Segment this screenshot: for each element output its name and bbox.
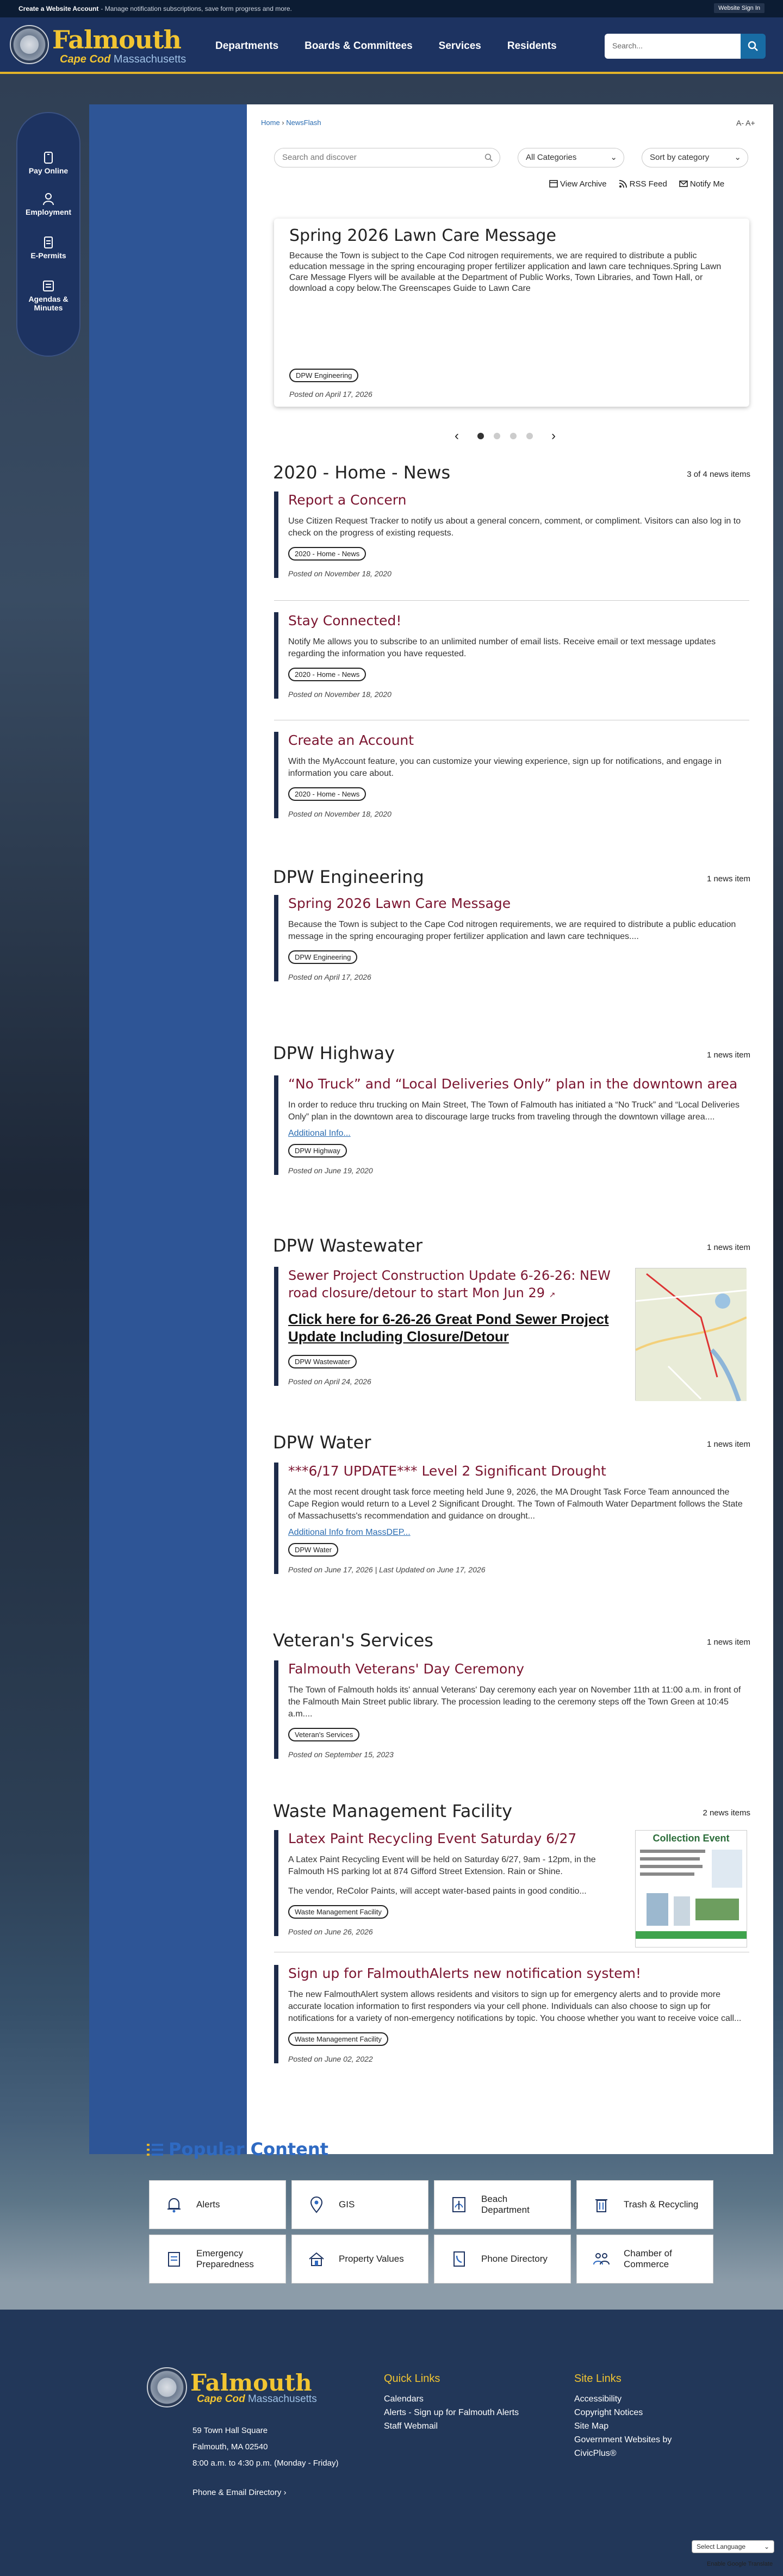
footer-logo-subtitle: Cape Cod Massachusetts (197, 2393, 317, 2405)
beach-icon (450, 2195, 468, 2214)
news-item-posted: Posted on November 18, 2020 (288, 690, 391, 699)
collection-event-flyer-thumbnail[interactable] (635, 1830, 747, 1947)
carousel-next-icon[interactable]: › (551, 428, 556, 443)
section-title: 2020 - Home - News (273, 462, 451, 483)
footer-link-accessibility[interactable]: Accessibility (574, 2394, 622, 2404)
news-item-title[interactable]: Report a Concern (288, 492, 407, 508)
account-banner-message: - Manage notification subscriptions, save form progress and more. (101, 5, 292, 13)
google-translate-link[interactable]: Enable Google Translate (707, 2561, 773, 2567)
section-count: 1 news item (706, 1638, 750, 1647)
popular-content-title: Popular Content (147, 2139, 328, 2160)
footer-link-alerts[interactable]: Alerts - Sign up for Falmouth Alerts (384, 2408, 519, 2417)
quick-link-pay-online[interactable]: Pay Online (17, 151, 79, 175)
news-item-posted: Posted on April 24, 2026 (288, 1377, 371, 1386)
news-item-posted: Posted on September 15, 2023 (288, 1750, 394, 1759)
clipboard-icon (165, 2250, 183, 2268)
nav-residents[interactable]: Residents (507, 40, 557, 52)
search-icon (484, 153, 493, 162)
section-count: 1 news item (706, 1440, 750, 1449)
sort-select[interactable]: Sort by category ⌄ (642, 148, 748, 167)
news-item-posted: Posted on June 02, 2022 (288, 2055, 373, 2063)
carousel-dot[interactable] (510, 433, 517, 439)
divider (274, 600, 749, 601)
news-item-body: A Latex Paint Recycling Event will be held on Saturday 6/27, 9am - 12pm, in the Falmouth HS parking lot at 874 Gifford Street Extension. Rain or Shine. (288, 1855, 596, 1876)
popular-tile-emergency-preparedness[interactable]: Emergency Preparedness (149, 2235, 286, 2283)
quick-links-sidebar (16, 112, 80, 357)
section-count: 3 of 4 news items (687, 470, 750, 479)
agenda-icon (42, 279, 54, 293)
account-banner (0, 0, 783, 17)
news-item-body: At the most recent drought task force meeting held June 9, 2026, the MA Drought Task Force Team announced the Cape Region would return to a Level 2 Significant Drought. The Town of Falmouth Water Department follows the State of Massachusetts's recommendation and guidance on drought... (288, 1488, 743, 1521)
town-seal-logo[interactable] (10, 25, 49, 64)
news-item-posted: Posted on June 19, 2020 (288, 1166, 373, 1175)
nav-services[interactable]: Services (438, 40, 481, 52)
news-item (274, 1830, 622, 1936)
section-title: Waste Management Facility (273, 1801, 513, 1821)
footer-site-links (574, 2392, 688, 2460)
news-item-title[interactable]: Latex Paint Recycling Event Saturday 6/27 (288, 1831, 577, 1846)
carousel-dot[interactable] (477, 433, 484, 439)
popular-tile-gis[interactable]: GIS (291, 2180, 428, 2229)
section-title: DPW Wastewater (273, 1235, 423, 1256)
footer-link-civicplus[interactable]: Government Websites by CivicPlus® (574, 2435, 672, 2458)
envelope-icon (679, 179, 688, 188)
footer-link-copyright[interactable]: Copyright Notices (574, 2408, 643, 2417)
trash-icon (592, 2195, 611, 2214)
person-icon (42, 192, 54, 206)
news-item-body: With the MyAccount feature, you can customize your viewing experience, sign up for notifications, and engage in information you care about. (288, 757, 722, 778)
section-title: DPW Water (273, 1432, 371, 1453)
project-update-link[interactable]: Click here for 6-26-26 Great Pond Sewer Project Update Including Closure/Detour (288, 1311, 609, 1345)
footer-quick-links (384, 2392, 519, 2433)
site-search-button[interactable] (741, 34, 766, 59)
quick-link-e-permits[interactable]: E-Permits (17, 236, 79, 260)
footer-site-links-title: Site Links (574, 2373, 622, 2385)
section-count: 1 news item (706, 1050, 750, 1060)
featured-news-tag[interactable]: DPW Engineering (289, 369, 358, 382)
featured-news-title[interactable]: Spring 2026 Lawn Care Message (289, 226, 556, 245)
house-icon (307, 2250, 326, 2268)
news-item-body: The new FalmouthAlert system allows residents and visitors to sign up for emergency alerts and to provide more accurate location information to first responders via your cell phone. Individuals can also choose to sign up for notifications for a variety of non-emergency notifications by topic. You choose whether you want to receive voice call... (288, 1990, 742, 2023)
map-pin-icon (307, 2195, 326, 2214)
news-item-posted: Posted on November 18, 2020 (288, 569, 391, 578)
archive-icon (549, 179, 558, 188)
news-item (274, 1463, 749, 1574)
section-title: Veteran's Services (273, 1630, 433, 1651)
news-item (274, 1965, 749, 2063)
news-item-tag[interactable]: 2020 - Home - News (288, 787, 366, 801)
news-item-tag[interactable]: DPW Engineering (288, 950, 357, 964)
footer-logo-title[interactable]: Falmouth (190, 2369, 312, 2396)
nav-boards-committees[interactable]: Boards & Committees (304, 40, 413, 52)
carousel-dot[interactable] (526, 433, 533, 439)
people-icon (592, 2250, 611, 2268)
news-item-tag[interactable]: 2020 - Home - News (288, 547, 366, 561)
news-item (274, 612, 749, 699)
news-item-body-continued: The vendor, ReColor Paints, will accept water-based paints in good conditio... (288, 1887, 587, 1896)
search-icon (748, 41, 759, 52)
news-item-posted: Posted on June 26, 2026 (288, 1927, 373, 1936)
chevron-down-icon: ⌄ (734, 153, 741, 162)
news-item (274, 1660, 749, 1759)
footer-address-city: Falmouth, MA 02540 (192, 2442, 268, 2451)
section-count: 2 news items (703, 1808, 750, 1818)
section-title: DPW Engineering (273, 867, 424, 887)
decorative-blue-column (89, 104, 247, 2154)
phone-book-icon (450, 2250, 468, 2268)
news-actions (549, 179, 724, 189)
news-item-tag[interactable]: Veteran's Services (288, 1728, 359, 1741)
footer-link-calendars[interactable]: Calendars (384, 2394, 424, 2404)
document-icon (42, 236, 54, 249)
carousel-dot[interactable] (494, 433, 500, 439)
external-link-icon: ↗ (549, 1291, 556, 1299)
news-item-tag[interactable]: DPW Wastewater (288, 1355, 357, 1368)
site-logo-title[interactable]: Falmouth (52, 25, 181, 54)
rss-feed-link[interactable]: RSS Feed (619, 179, 667, 189)
section-count: 1 news item (706, 1243, 750, 1252)
news-item-tag[interactable]: Waste Management Facility (288, 2032, 388, 2046)
news-item (274, 732, 749, 818)
news-item-body: The Town of Falmouth holds its' annual Veterans' Day ceremony each year on November 11th at 11:00 a.m. in front of the Falmouth Main Street public library. The procession leading to the ceremony steps off the Town Green at 10:45 a.m.... (288, 1685, 741, 1719)
popular-tile-trash-recycling[interactable]: Trash & Recycling (576, 2180, 713, 2229)
nav-departments[interactable]: Departments (215, 40, 279, 52)
news-item-tag[interactable]: DPW Highway (288, 1144, 347, 1158)
popular-tile-phone-directory[interactable]: Phone Directory (434, 2235, 571, 2283)
news-item-body: Use Citizen Request Tracker to notify us about a general concern, comment, or compliment. Visitors can also log in to check on the progress of existing requests. (288, 517, 741, 538)
featured-news-posted: Posted on April 17, 2026 (289, 390, 372, 399)
news-item-title[interactable]: Stay Connected! (288, 613, 402, 629)
bell-icon (165, 2195, 183, 2214)
news-search-input[interactable]: Search and discover (274, 148, 500, 167)
news-item-title[interactable]: Spring 2026 Lawn Care Message (288, 895, 511, 911)
quick-link-agendas-minutes[interactable]: Agendas & Minutes (17, 279, 79, 312)
flyer-title: Collection Event (652, 1833, 730, 1844)
news-item-tag[interactable]: DPW Water (288, 1543, 338, 1557)
footer-town-seal[interactable] (147, 2367, 187, 2407)
footer-link-site-map[interactable]: Site Map (574, 2422, 609, 2431)
site-logo-subtitle: Cape Cod Massachusetts (60, 53, 187, 65)
chevron-down-icon: ⌄ (763, 2543, 769, 2550)
notify-me-link[interactable]: Notify Me (679, 179, 724, 189)
list-icon (147, 2143, 163, 2157)
language-select[interactable]: Select Language ⌄ (692, 2540, 774, 2553)
news-item (274, 895, 749, 981)
news-item-tag[interactable]: Waste Management Facility (288, 1905, 388, 1919)
featured-news-body: Because the Town is subject to the Cape Cod nitrogen requirements, we are required to distribute a public education message in the spring encouraging proper fertilizer application and lawn care techniques.Spring Lawn Care Message Flyers will be available at the Department of Public Works, Town Libraries, and Town Hall, or download a copy below.The Greenscapes Guide to Lawn Care (289, 251, 722, 293)
text-size-controls[interactable]: A- A+ (736, 119, 755, 127)
create-account-link[interactable]: Create a Website Account (18, 5, 99, 13)
news-item-title[interactable]: Sign up for FalmouthAlerts new notification system! (288, 1965, 641, 1981)
quick-link-employment[interactable]: Employment (17, 192, 79, 216)
news-item-posted: Posted on June 17, 2026 | Last Updated on June 17, 2026 (288, 1565, 486, 1574)
news-item-body: Because the Town is subject to the Cape Cod nitrogen requirements, we are required to distribute a public education message in the spring encouraging proper fertilizer application and lawn care techniques.... (288, 920, 736, 941)
carousel-prev-icon[interactable]: ‹ (455, 428, 459, 443)
news-item-title[interactable]: “No Truck” and “Local Deliveries Only” plan in the downtown area (288, 1076, 738, 1092)
footer-address (192, 2423, 338, 2501)
carousel-controls (455, 428, 556, 444)
main-nav (202, 35, 570, 58)
site-search-input[interactable]: Search... (605, 34, 741, 59)
section-count: 1 news item (706, 874, 750, 883)
breadcrumb-home-link[interactable]: Home (261, 119, 280, 127)
news-item-title[interactable]: ***6/17 UPDATE*** Level 2 Significant Drought (288, 1463, 606, 1479)
news-item-body: Notify Me allows you to subscribe to an unlimited number of email lists. Receive email or text message updates regarding the information you have requested. (288, 637, 716, 658)
view-archive-link[interactable]: View Archive (549, 179, 607, 189)
section-title: DPW Highway (273, 1043, 395, 1063)
site-header (0, 17, 783, 74)
additional-info-link[interactable]: Additional Info... (288, 1129, 351, 1138)
news-item-posted: Posted on November 18, 2020 (288, 810, 391, 818)
footer-address-street: 59 Town Hall Square (192, 2426, 268, 2435)
rss-icon (619, 179, 627, 188)
popular-tile-property-values[interactable]: Property Values (291, 2235, 428, 2283)
news-item-posted: Posted on April 17, 2026 (288, 973, 371, 981)
sign-in-button[interactable]: Website Sign In (714, 3, 765, 13)
chevron-down-icon: ⌄ (610, 153, 617, 162)
popular-tile-beach-department[interactable]: Beach Department (434, 2180, 571, 2229)
breadcrumb-current[interactable]: NewsFlash (286, 119, 321, 127)
popular-tile-chamber-of-commerce[interactable]: Chamber of Commerce (576, 2235, 713, 2283)
news-item (274, 1075, 749, 1175)
footer-quick-links-title: Quick Links (384, 2373, 440, 2385)
news-item-body: In order to reduce thru trucking on Main Street, The Town of Falmouth has initiated a “No Truck” and “Local Deliveries Only” plan in the downtown area to discourage large trucks from traveling through the downtown village area.... (288, 1100, 740, 1122)
popular-tile-alerts[interactable]: Alerts (149, 2180, 286, 2229)
category-select[interactable]: All Categories ⌄ (518, 148, 624, 167)
footer-hours: 8:00 a.m. to 4:30 p.m. (Monday - Friday) (192, 2459, 339, 2468)
additional-info-link[interactable]: Additional Info from MassDEP... (288, 1528, 411, 1537)
news-item (274, 1267, 644, 1386)
news-item-title[interactable]: Sewer Project Construction Update 6-26-26: NEW road closure/detour to start Mon Jun 29 ↗ (288, 1268, 611, 1301)
news-item-title[interactable]: Falmouth Veterans' Day Ceremony (288, 1661, 524, 1677)
news-item-title[interactable]: Create an Account (288, 732, 414, 748)
detour-map-thumbnail[interactable] (635, 1268, 746, 1401)
phone-email-directory-link[interactable]: Phone & Email Directory › (192, 2488, 287, 2497)
credit-card-icon (42, 151, 54, 164)
footer-link-staff-webmail[interactable]: Staff Webmail (384, 2422, 438, 2431)
news-item (274, 491, 749, 578)
breadcrumb: Home › NewsFlash (261, 119, 321, 127)
featured-news-card[interactable] (274, 219, 749, 407)
news-item-tag[interactable]: 2020 - Home - News (288, 668, 366, 681)
